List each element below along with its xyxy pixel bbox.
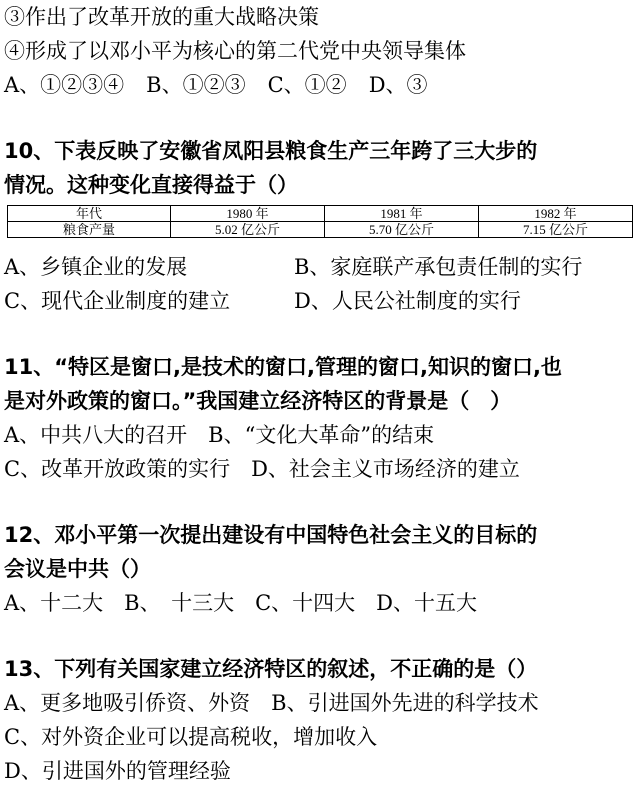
- table-cell: 7.15 亿公斤: [479, 222, 633, 238]
- question-11-options-ab: A、中共八大的召开 B、“文化大革命”的结束: [4, 423, 435, 447]
- question-12-stem-2: 会议是中共（）: [4, 557, 151, 581]
- grain-output-table: [7, 205, 633, 238]
- option-b: B、①②③: [146, 73, 246, 97]
- option-b: B、家庭联产承包责任制的实行: [294, 255, 583, 279]
- option-d: D、③: [368, 73, 428, 97]
- table-cell: 粮食产量: [8, 222, 171, 238]
- question-13-options-ab: A、更多地吸引侨资、外资 B、引进国外先进的科学技术: [4, 691, 539, 715]
- question-11-stem-1: 11、“特区是窗口,是技术的窗口,管理的窗口,知识的窗口,也: [4, 355, 562, 379]
- table-cell: 5.02 亿公斤: [171, 222, 325, 238]
- question-9-item-4: ④形成了以邓小平为核心的第二代党中央领导集体: [4, 39, 466, 63]
- table-row: [8, 206, 633, 222]
- option-a: A、①②③④: [4, 73, 125, 97]
- question-9-options: [4, 70, 636, 100]
- question-13-option-d: D、引进国外的管理经验: [4, 759, 231, 783]
- option-c: C、①②: [267, 73, 347, 97]
- question-10-options-cd: [4, 286, 636, 316]
- question-11-stem-2: 是对外政策的窗口。”我国建立经济特区的背景是（ ）: [4, 389, 512, 413]
- question-13-option-c: C、对外资企业可以提高税收，增加收入: [4, 725, 378, 749]
- question-10-options-ab: [4, 252, 636, 282]
- question-10-stem-2: 情况。这种变化直接得益于（）: [4, 173, 298, 197]
- question-9-item-3: ③作出了改革开放的重大战略决策: [4, 5, 319, 29]
- table-cell: 1981 年: [325, 206, 479, 222]
- table-cell: 年代: [8, 206, 171, 222]
- question-12-stem-1: 12、邓小平第一次提出建设有中国特色社会主义的目标的: [4, 523, 538, 547]
- option-c: C、现代企业制度的建立: [4, 289, 231, 313]
- table-cell: 5.70 亿公斤: [325, 222, 479, 238]
- option-d: D、人民公社制度的实行: [294, 289, 521, 313]
- table-row: [8, 222, 633, 238]
- question-12-options: A、十二大 B、 十三大 C、十四大 D、十五大: [4, 591, 478, 615]
- question-13-stem: 13、下列有关国家建立经济特区的叙述，不正确的是（）: [4, 657, 538, 681]
- table-cell: 1982 年: [479, 206, 633, 222]
- table-cell: 1980 年: [171, 206, 325, 222]
- question-10-stem-1: 10、下表反映了安徽省凤阳县粮食生产三年跨了三大步的: [4, 139, 538, 163]
- question-11-options-cd: C、改革开放政策的实行 D、社会主义市场经济的建立: [4, 457, 520, 481]
- option-a: A、乡镇企业的发展: [4, 255, 188, 279]
